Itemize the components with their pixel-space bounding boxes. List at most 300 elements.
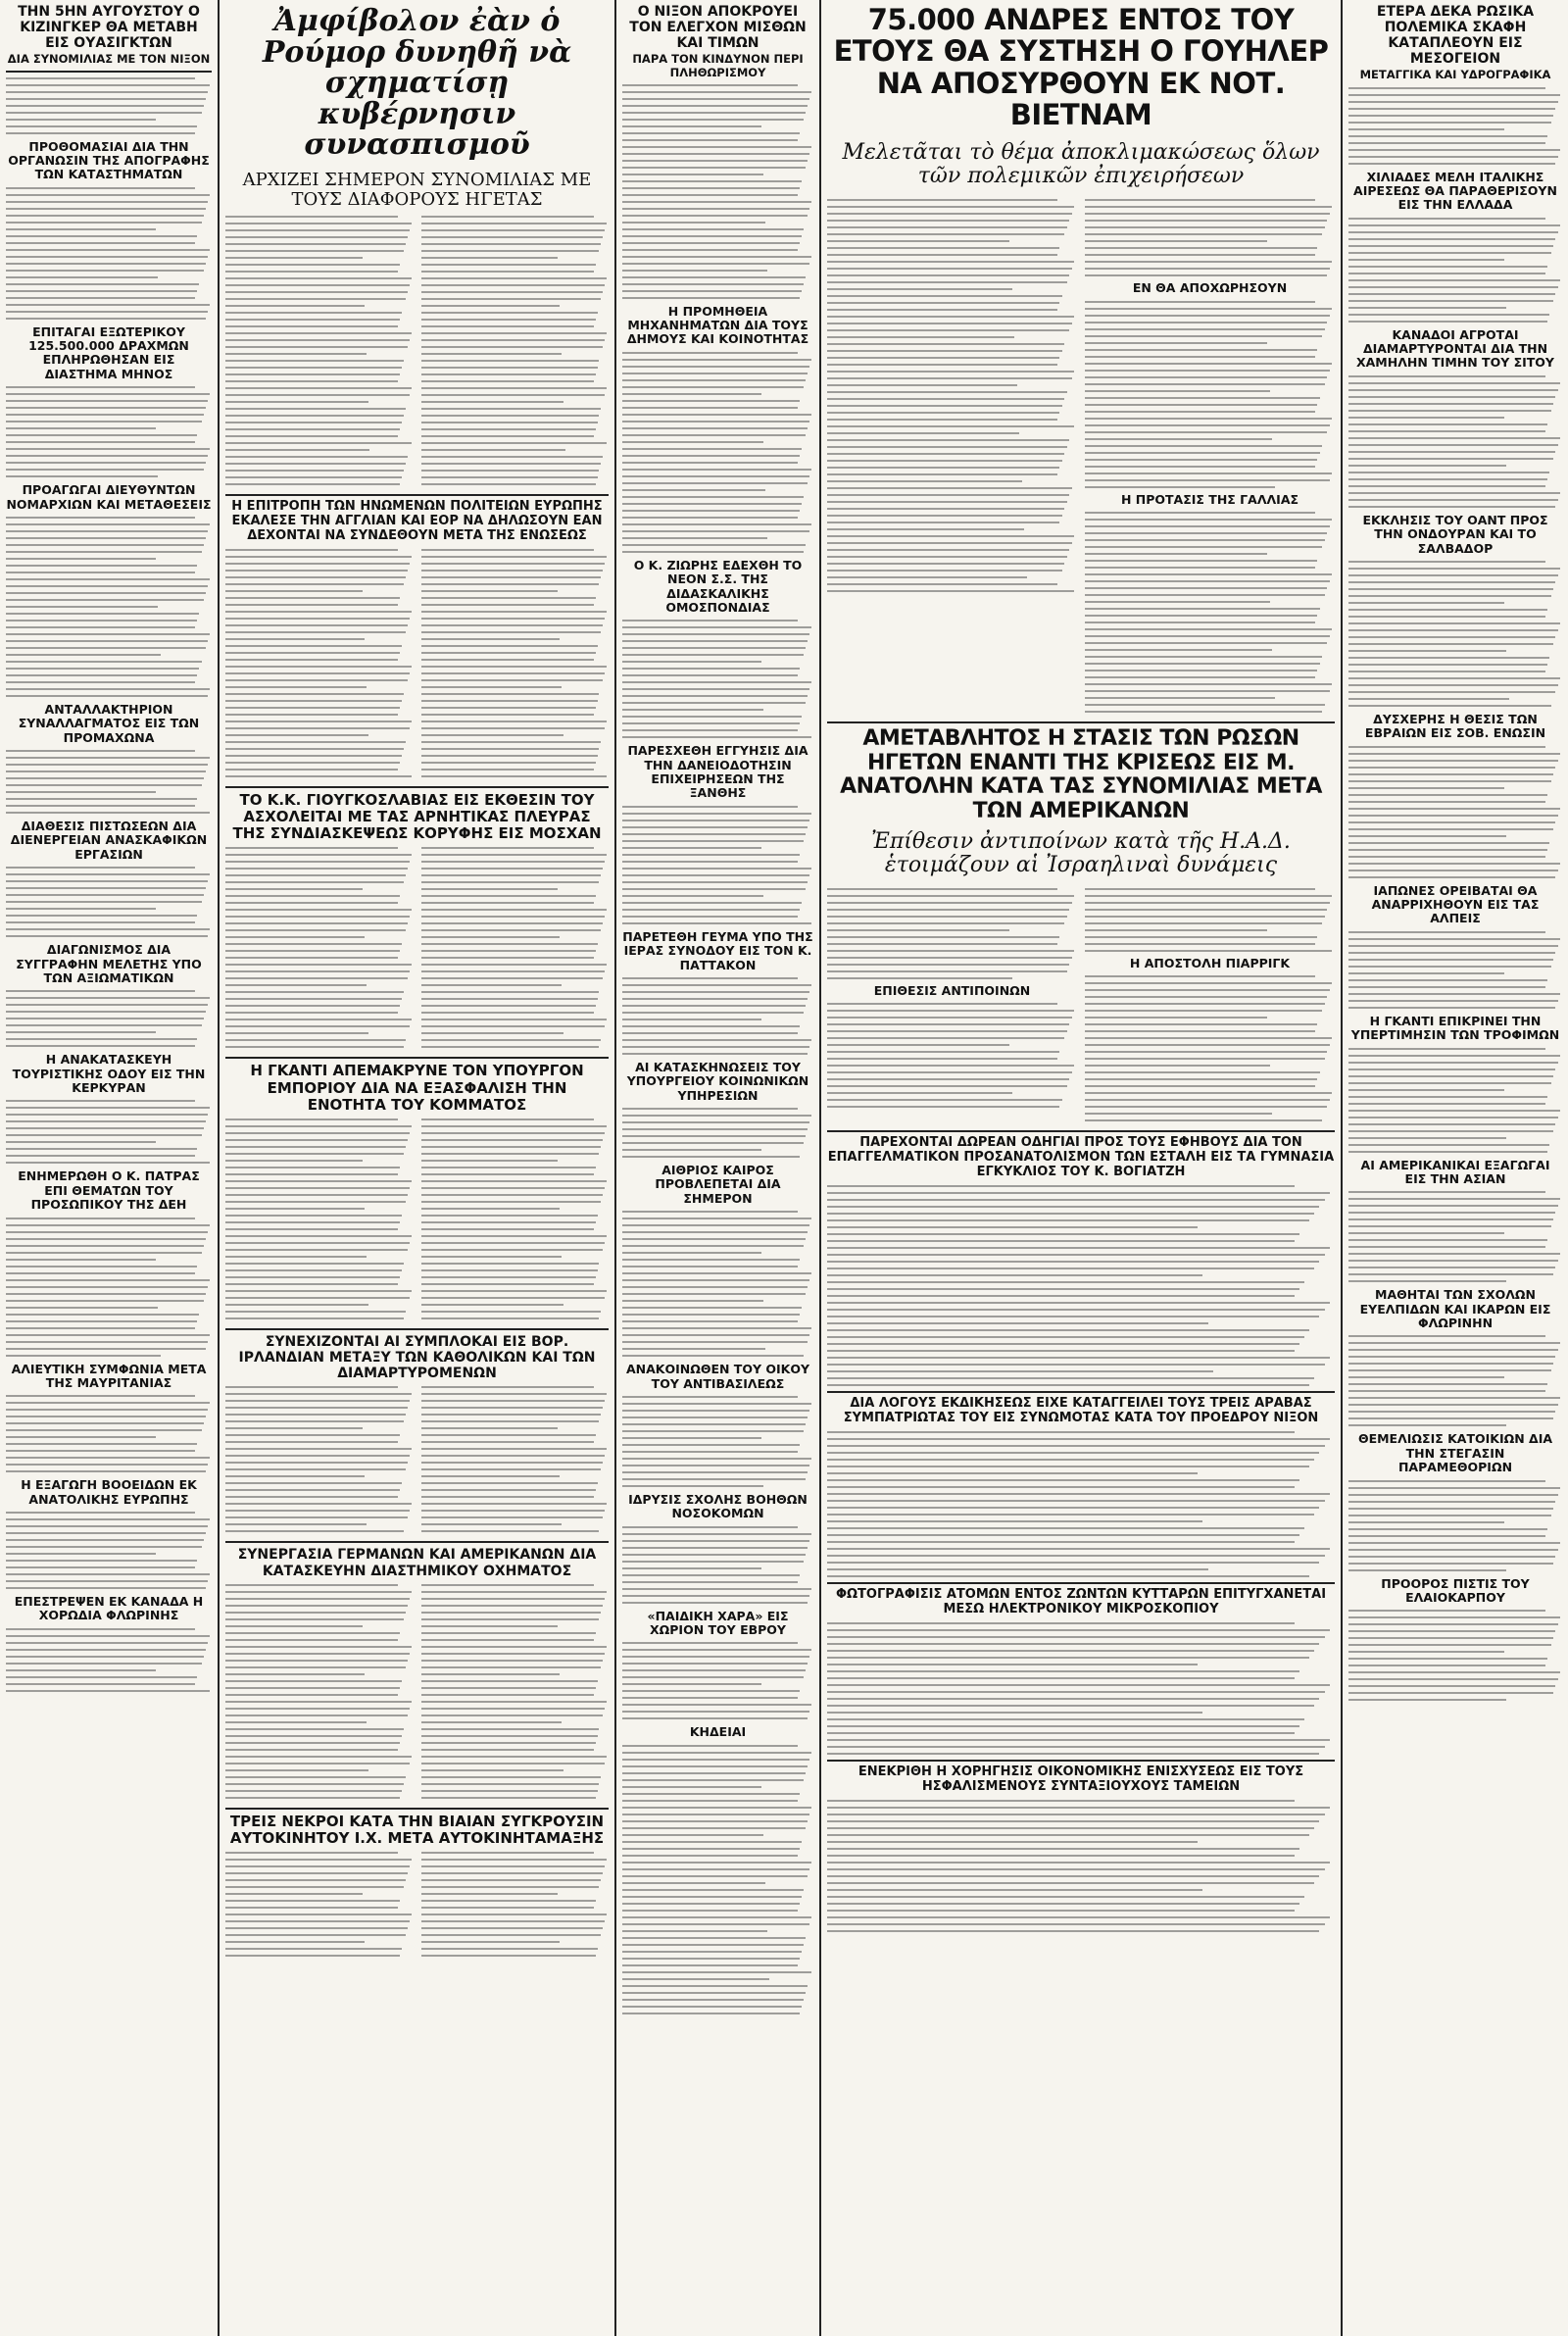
text-line <box>622 407 798 409</box>
article-body <box>827 1003 1077 1108</box>
text-line <box>6 407 206 409</box>
article-body <box>1348 1191 1562 1282</box>
text-line <box>225 1859 412 1861</box>
text-line <box>622 421 809 422</box>
text-line <box>622 626 811 628</box>
text-line <box>6 434 197 436</box>
text-line <box>1348 1007 1555 1009</box>
text-line <box>622 1142 804 1144</box>
text-line <box>827 936 1059 938</box>
text-line <box>6 1266 197 1267</box>
text-line <box>6 777 204 779</box>
text-line <box>225 1434 400 1436</box>
text-line <box>421 1646 608 1648</box>
text-line <box>622 1814 809 1815</box>
text-line <box>827 1568 1208 1570</box>
text-line <box>622 902 802 904</box>
text-line <box>827 1065 1074 1067</box>
text-line <box>225 721 412 722</box>
text-line <box>1348 870 1558 871</box>
article <box>622 305 813 553</box>
text-line <box>421 1721 563 1723</box>
text-line <box>827 1636 1325 1638</box>
section-head: Η ΠΡΟΤΑΣΙΣ ΤΗΣ ΓΑΛΛΙΑΣ <box>1120 491 1299 507</box>
text-line <box>827 226 1067 228</box>
text-line <box>827 1827 1314 1829</box>
text-line <box>6 750 195 752</box>
text-line <box>421 909 608 911</box>
text-line <box>1085 1017 1267 1019</box>
text-line <box>225 305 365 307</box>
text-line <box>421 1012 594 1014</box>
text-line <box>1348 760 1558 762</box>
text-line <box>622 1451 798 1453</box>
text-line <box>421 305 561 307</box>
text-line <box>225 271 398 273</box>
text-line <box>1348 1137 1506 1139</box>
main-headline: Ἀμφίβολον ἐὰν ὁ Ρούμορ δυνηθῆ νὰ σχηματίσῃ κυβέρνησιν συνασπισμοῦ <box>262 4 572 162</box>
text-line <box>827 542 1072 544</box>
text-line <box>225 618 410 620</box>
text-line <box>622 84 798 86</box>
text-line <box>225 1660 408 1662</box>
text-line <box>6 1429 202 1431</box>
article <box>622 1493 813 1604</box>
text-line <box>827 364 1057 366</box>
text-line <box>1348 478 1547 480</box>
text-line <box>1085 587 1327 589</box>
text-line <box>622 174 763 175</box>
text-line <box>225 1776 406 1778</box>
text-line <box>827 487 1072 489</box>
headline: ΘΕΜΕΛΙΩΣΙΣ ΚΑΤΟΙΚΙΩΝ ΔΙΑ ΤΗΝ ΣΤΕΓΑΣΙΝ ΠΑΡΑΜΕΘΟΡΙΩΝ <box>1357 1431 1553 1475</box>
text-line <box>1085 1092 1332 1094</box>
text-line <box>1085 301 1315 303</box>
text-line <box>1348 128 1504 130</box>
text-line <box>1348 1549 1558 1551</box>
text-line <box>225 1194 408 1196</box>
column-4 <box>616 0 819 2336</box>
text-line <box>6 1587 206 1589</box>
article-body <box>421 211 610 490</box>
text-line <box>225 1523 367 1525</box>
text-line <box>622 1211 798 1213</box>
text-line <box>827 1003 1057 1005</box>
text-line <box>622 881 808 883</box>
text-line <box>6 1518 210 1520</box>
text-line <box>622 1669 806 1671</box>
text-line <box>421 216 594 218</box>
section-head: ΕΝ ΘΑ ΑΠΟΧΩΡΗΣΟΥΝ <box>1132 280 1288 296</box>
text-line <box>827 309 1057 311</box>
text-line <box>827 467 1059 469</box>
text-line <box>622 187 800 189</box>
headline: ΧΙΛΙΑΔΕΣ ΜΕΛΗ ΙΤΑΛΙΚΗΣ ΑΙΡΕΣΕΩΣ ΘΑ ΠΑΡΑΘΕΡΙΣΟΥΝ ΕΙΣ ΤΗΝ ΕΛΛΑΔΑ <box>1353 169 1557 213</box>
text-line <box>421 1441 594 1443</box>
text-line <box>622 1820 808 1822</box>
text-line <box>225 909 412 911</box>
article <box>6 943 212 1047</box>
text-line <box>6 880 208 882</box>
text-line <box>1348 430 1545 432</box>
text-line <box>225 1927 408 1929</box>
text-line <box>421 1955 596 1957</box>
text-line <box>1085 642 1327 644</box>
text-line <box>622 1595 809 1597</box>
text-line <box>225 1646 412 1648</box>
text-line <box>622 820 809 821</box>
text-line <box>421 271 594 273</box>
text-line <box>1085 1058 1325 1060</box>
text-line <box>6 654 161 656</box>
text-line <box>6 318 206 320</box>
article-body <box>1348 1610 1562 1701</box>
text-line <box>6 1307 158 1309</box>
text-line <box>225 1180 412 1182</box>
main-headline: 75.000 ΑΝΔΡΕΣ ΕΝΤΟΣ ΤΟΥ ΕΤΟΥΣ ΘΑ ΣΥΣΤΗΣΗ Ο ΓΟΥΗΛΕΡ ΝΑ ΑΠΟΣΥΡΘΟΥΝ ΕΚ ΝΟΤ. ΒΙΕΤΝΑΜ <box>833 3 1329 132</box>
text-line <box>1348 218 1545 220</box>
text-line <box>6 894 204 896</box>
text-line <box>421 618 606 620</box>
section-head: Η ΑΠΟΣΤΟΛΗ ΠΙΑΡΡΙΓΚ <box>1129 955 1291 970</box>
text-line <box>622 1300 763 1302</box>
text-line <box>1348 863 1560 865</box>
text-line <box>225 1865 410 1867</box>
text-line <box>1085 308 1332 310</box>
article-body <box>622 1211 813 1357</box>
text-line <box>6 1409 208 1411</box>
text-line <box>421 319 596 321</box>
text-line <box>225 216 398 218</box>
text-line <box>622 146 811 148</box>
text-line <box>622 909 800 911</box>
text-line <box>622 180 802 182</box>
text-line <box>622 1834 763 1836</box>
text-line <box>1348 506 1555 508</box>
text-line <box>225 977 408 979</box>
headline: ΦΩΤΟΓΡΑΦΙΣΙΣ ΑΤΟΜΩΝ ΕΝΤΟΣ ΖΩΝΤΩΝ ΚΥΤΤΑΡΩΝ ΕΠΙΤΥΓΧΑΝΕΤΑΙ ΜΕΣΩ ΗΛΕΚΤΡΟΝΙΚΟΥ ΜΙΚΡΟΣΚΟΠΙΟΥ <box>835 1586 1327 1616</box>
text-line <box>1348 616 1545 618</box>
text-line <box>1085 608 1320 610</box>
text-line <box>225 769 398 770</box>
article <box>6 703 212 814</box>
text-line <box>225 401 368 403</box>
text-line <box>1085 936 1317 938</box>
text-line <box>421 631 602 633</box>
text-line <box>827 1017 1072 1019</box>
text-line <box>421 991 600 993</box>
text-line <box>827 213 1072 215</box>
text-line <box>421 435 594 437</box>
text-line <box>622 1396 798 1398</box>
text-line <box>622 1135 806 1137</box>
text-line <box>827 515 1062 517</box>
text-line <box>827 323 1072 324</box>
text-line <box>1348 835 1506 837</box>
text-line <box>6 91 208 93</box>
text-line <box>827 247 1059 249</box>
text-line <box>622 661 761 663</box>
text-line <box>6 523 210 525</box>
text-line <box>827 261 1074 263</box>
text-line <box>421 353 563 355</box>
headline: ΙΔΡΥΣΙΣ ΣΧΟΛΗΣ ΒΟΗΘΩΝ ΝΟΣΟΚΟΜΩΝ <box>628 1491 808 1521</box>
headline: ΤΟ Κ.Κ. ΓΙΟΥΓΚΟΣΛΑΒΙΑΣ ΕΙΣ ΕΚΘΕΣΙΝ ΤΟΥ ΑΣΧΟΛΕΙΤΑΙ ΜΕ ΤΑΣ ΑΡΝΗΤΙΚΑΣ ΠΛΕΥΡΑΣ ΤΗΣ ΣΥΝΔΙΑΣΚΕΨΕΩΣ ΚΟΡΥΦΗΣ ΕΙΣ ΜΟΣΧΑΝ <box>232 790 602 843</box>
article <box>1348 884 1562 1009</box>
text-line <box>1085 452 1320 454</box>
text-line <box>225 957 398 959</box>
text-line <box>421 1242 606 1244</box>
text-line <box>827 1555 1325 1557</box>
text-line <box>6 613 199 615</box>
text-line <box>421 916 606 918</box>
text-line <box>421 1680 598 1682</box>
text-line <box>421 1701 608 1703</box>
text-line <box>1348 671 1545 672</box>
text-line <box>225 1208 365 1210</box>
text-line <box>6 1676 197 1678</box>
text-line <box>421 1632 596 1634</box>
text-line <box>225 922 408 924</box>
text-line <box>827 391 1067 393</box>
article-body <box>421 1579 610 1804</box>
text-line <box>622 640 808 642</box>
text-line <box>827 888 1057 890</box>
text-line <box>622 1855 798 1857</box>
text-line <box>622 826 808 828</box>
text-line <box>622 1848 800 1850</box>
article-body <box>1085 301 1335 488</box>
text-line <box>421 1132 606 1134</box>
text-line <box>6 427 156 429</box>
text-line <box>827 1288 1299 1290</box>
text-line <box>1085 466 1315 468</box>
text-line <box>6 1259 156 1261</box>
text-line <box>225 741 406 743</box>
text-line <box>827 206 1074 208</box>
text-line <box>1348 252 1551 254</box>
headline: ΑΙΘΡΙΟΣ ΚΑΙΡΟΣ ΠΡΟΒΛΕΠΕΤΑΙ ΔΙΑ ΣΗΜΕΡΟΝ <box>655 1163 781 1206</box>
text-line <box>1348 1487 1560 1489</box>
text-line <box>421 1763 606 1764</box>
text-line <box>421 1180 608 1182</box>
text-line <box>6 1436 156 1438</box>
text-line <box>225 449 369 451</box>
text-line <box>421 868 604 870</box>
text-line <box>827 316 1074 318</box>
text-line <box>225 353 367 355</box>
text-line <box>225 325 398 327</box>
text-line <box>622 208 809 210</box>
text-line <box>421 325 594 327</box>
text-line <box>6 784 202 786</box>
text-line <box>1348 1212 1555 1214</box>
text-line <box>622 469 811 471</box>
text-line <box>1348 1069 1555 1070</box>
text-line <box>1348 1363 1553 1365</box>
text-line <box>622 1279 809 1281</box>
text-line <box>1085 445 1322 447</box>
text-line <box>622 1882 765 1884</box>
text-line <box>622 702 806 704</box>
text-line <box>421 1455 606 1457</box>
text-line <box>622 1992 806 1994</box>
text-line <box>1348 1630 1555 1632</box>
text-line <box>827 1192 1330 1194</box>
text-line <box>827 425 1074 427</box>
text-line <box>622 1561 804 1563</box>
text-line <box>1348 135 1547 137</box>
text-line <box>225 1482 402 1484</box>
article <box>6 483 212 697</box>
text-line <box>827 1078 1069 1080</box>
text-line <box>421 748 600 750</box>
text-line <box>1348 787 1504 789</box>
text-line <box>622 736 811 738</box>
text-line <box>622 854 800 856</box>
text-line <box>225 583 404 585</box>
text-line <box>1348 643 1553 645</box>
text-line <box>622 1978 769 1980</box>
headline: ΤΗΝ 5ΗΝ ΑΥΓΟΥΣΤΟΥ Ο ΚΙΖΙΝΓΚΕΡ ΘΑ ΜΕΤΑΒΗ ΕΙΣ ΟΥΑΣΙΓΚΤΩΝ <box>18 4 200 52</box>
text-line <box>421 1249 604 1251</box>
text-line <box>827 302 1059 304</box>
text-line <box>1348 1246 1545 1248</box>
article-body <box>622 1396 813 1487</box>
text-line <box>421 1859 608 1861</box>
text-line <box>622 290 802 292</box>
text-line <box>1085 989 1330 991</box>
text-line <box>225 1721 367 1723</box>
text-line <box>421 693 600 695</box>
text-line <box>622 551 804 553</box>
text-line <box>225 1039 406 1041</box>
text-line <box>1348 423 1547 425</box>
text-line <box>827 1712 1202 1714</box>
text-line <box>622 1032 798 1034</box>
main-subheadline: ΑΡΧΙΖΕΙ ΣΗΜΕΡΟΝ ΣΥΝΟΜΙΛΙΑΣ ΜΕ ΤΟΥΣ ΔΙΑΦΟΡΟΥΣ ΗΓΕΤΑΣ <box>242 169 592 211</box>
text-line <box>1348 773 1553 775</box>
text-line <box>421 1503 608 1505</box>
text-line <box>421 1653 606 1655</box>
text-line <box>1085 1030 1315 1032</box>
text-line <box>6 1566 195 1568</box>
text-line <box>225 576 406 578</box>
article <box>622 1061 813 1158</box>
text-line <box>6 997 210 999</box>
text-line <box>6 1334 210 1336</box>
text-line <box>225 1311 406 1313</box>
text-line <box>421 583 600 585</box>
text-line <box>225 1393 412 1395</box>
text-line <box>225 1235 412 1237</box>
text-line <box>827 508 1064 510</box>
text-line <box>827 590 1074 592</box>
text-line <box>1348 1225 1551 1227</box>
text-line <box>622 523 811 525</box>
headline: ΙΑΠΩΝΕΣ ΟΡΕΙΒΑΤΑΙ ΘΑ ΑΝΑΡΡΙΧΗΘΟΥΝ ΕΙΣ ΤΑΣ ΑΛΠΕΙΣ <box>1371 882 1540 926</box>
text-line <box>225 1221 400 1223</box>
text-line <box>225 1653 410 1655</box>
text-line <box>622 1985 808 1987</box>
text-line <box>1348 1404 1558 1406</box>
text-line <box>1085 628 1332 630</box>
text-line <box>421 604 594 606</box>
text-line <box>225 367 402 369</box>
text-line <box>1348 650 1506 652</box>
text-line <box>1348 1411 1555 1413</box>
text-line <box>6 517 195 519</box>
text-line <box>827 1377 1314 1379</box>
text-line <box>622 482 808 484</box>
text-line <box>421 563 606 565</box>
text-line <box>622 270 767 272</box>
text-line <box>6 585 208 587</box>
text-line <box>1348 1616 1560 1618</box>
article-body <box>225 842 414 1053</box>
text-line <box>1348 375 1545 377</box>
text-line <box>1085 1010 1322 1012</box>
text-line <box>1348 1110 1560 1112</box>
text-line <box>1348 115 1553 117</box>
text-line <box>1085 573 1332 575</box>
text-line <box>622 1245 804 1247</box>
text-line <box>622 688 809 690</box>
text-line <box>421 590 559 592</box>
text-line <box>622 167 806 169</box>
text-line <box>421 1297 606 1299</box>
text-line <box>1085 424 1330 426</box>
text-line <box>1085 376 1327 378</box>
text-line <box>6 1314 199 1316</box>
text-line <box>1348 286 1558 288</box>
text-line <box>6 681 195 683</box>
text-line <box>225 1019 412 1020</box>
text-line <box>421 1783 600 1785</box>
text-line <box>421 1167 596 1168</box>
text-line <box>622 455 800 457</box>
article-body <box>421 1114 610 1324</box>
text-line <box>827 419 1057 421</box>
text-line <box>1348 1117 1558 1118</box>
text-line <box>622 1745 798 1747</box>
text-line <box>622 373 808 374</box>
text-line <box>827 377 1072 379</box>
text-line <box>827 1302 1330 1304</box>
text-line <box>1348 705 1551 707</box>
text-line <box>622 1649 811 1651</box>
text-line <box>827 1267 1314 1269</box>
text-line <box>421 1852 594 1854</box>
text-line <box>6 1286 208 1288</box>
text-line <box>827 1438 1330 1440</box>
text-line <box>1085 670 1317 671</box>
text-line <box>622 1752 811 1754</box>
text-line <box>827 1923 1325 1925</box>
text-line <box>225 563 410 565</box>
text-line <box>1348 561 1545 563</box>
text-line <box>827 1099 1062 1101</box>
text-line <box>1348 657 1549 659</box>
text-line <box>1085 404 1317 406</box>
text-line <box>6 1162 210 1164</box>
text-line <box>225 483 400 485</box>
article-body <box>6 77 212 134</box>
article-body <box>622 1526 813 1604</box>
text-line <box>622 998 808 1000</box>
text-line <box>1085 315 1330 317</box>
text-line <box>6 1443 197 1445</box>
